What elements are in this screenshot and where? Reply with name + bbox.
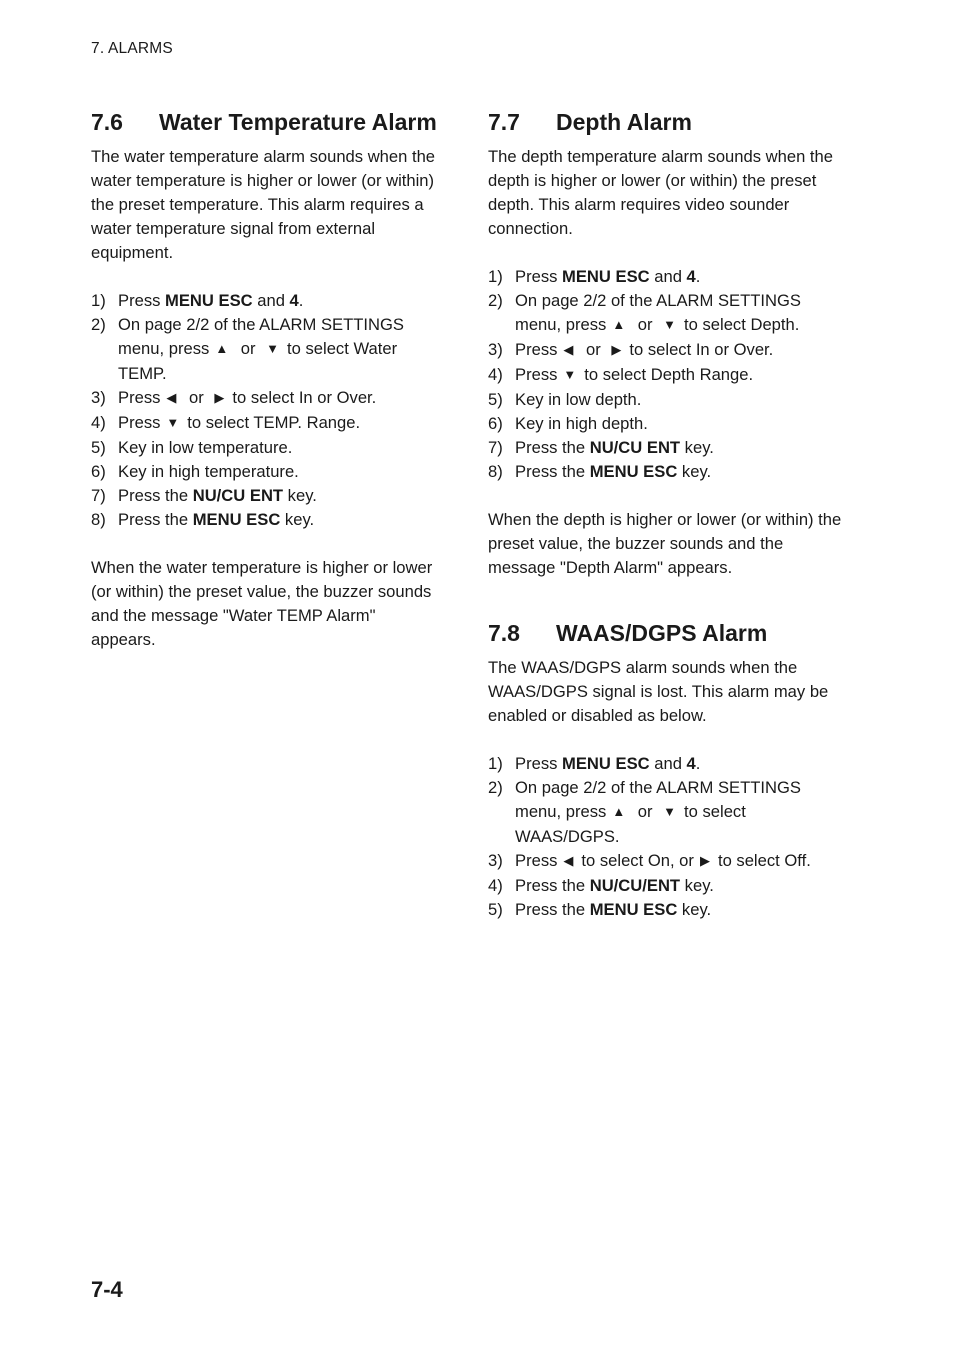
step-item xyxy=(488,776,848,849)
step-item xyxy=(488,460,848,484)
step-item xyxy=(488,898,848,922)
step-number: 7) xyxy=(91,486,106,505)
step-item xyxy=(488,436,848,460)
down-arrow-icon: ▼ xyxy=(663,317,677,332)
key-name: NU/CU/ENT xyxy=(589,876,681,895)
step-number: 4) xyxy=(488,365,503,384)
section-outro: When the depth is higher or lower (or within) the preset value, the buzzer sounds and the message "Depth Alarm" appears. xyxy=(488,510,842,577)
step-number: 3) xyxy=(91,388,106,407)
step-text-part: to select In or Over. xyxy=(629,340,774,359)
step-item xyxy=(91,508,443,532)
step-text-part: . xyxy=(298,291,304,310)
step-text-part: . xyxy=(695,267,701,286)
section-heading xyxy=(488,619,848,648)
step-text-part: Press the xyxy=(515,876,590,895)
section-title: Depth Alarm xyxy=(556,109,692,135)
step-number: 2) xyxy=(91,315,106,334)
step-text xyxy=(515,289,848,338)
section-number: 7.8 xyxy=(488,620,520,646)
key-name: NU/CU ENT xyxy=(589,438,681,457)
step-text xyxy=(118,484,443,508)
step-text-part: Press xyxy=(118,413,161,432)
section-water-temperature-alarm xyxy=(91,108,443,652)
section-title: Water Temperature Alarm xyxy=(159,109,437,135)
step-text-part: Press xyxy=(118,388,161,407)
up-arrow-icon: ▲ xyxy=(612,317,626,332)
step-text-part: key. xyxy=(677,462,712,481)
step-text-part: or xyxy=(184,388,209,407)
step-text-part: and xyxy=(649,267,687,286)
left-column xyxy=(91,108,443,652)
key-name: MENU ESC xyxy=(589,462,678,481)
step-text xyxy=(515,363,848,388)
key-name: MENU ESC xyxy=(589,900,678,919)
down-arrow-icon: ▼ xyxy=(266,341,280,356)
down-arrow-icon: ▼ xyxy=(663,804,677,819)
step-text-part: key. xyxy=(280,510,315,529)
step-text xyxy=(118,508,443,532)
step-number: 5) xyxy=(488,390,503,409)
step-text-part: On page 2/2 of the ALARM SETTINGS menu, press xyxy=(515,778,801,821)
section-heading xyxy=(488,108,848,137)
step-text xyxy=(515,338,848,363)
section-waas-dgps-alarm xyxy=(488,619,848,922)
step-text-part: and xyxy=(252,291,290,310)
step-text-part: Press the xyxy=(515,438,590,457)
step-text xyxy=(118,289,443,313)
step-text-part: Press xyxy=(118,291,166,310)
step-number: 2) xyxy=(488,778,503,797)
step-text-part: to select Water TEMP. xyxy=(118,339,398,383)
key-name: MENU ESC xyxy=(165,291,253,310)
step-text-part: key. xyxy=(680,876,714,895)
key-name: 4 xyxy=(686,267,696,286)
step-item xyxy=(488,874,848,898)
key-name: MENU ESC xyxy=(192,510,281,529)
step-item xyxy=(488,338,848,363)
step-item xyxy=(91,484,443,508)
section-heading xyxy=(91,108,443,137)
section-number: 7.6 xyxy=(91,109,123,135)
section-title: WAAS/DGPS Alarm xyxy=(556,620,768,646)
step-text-part: Press the xyxy=(118,510,193,529)
step-list xyxy=(488,752,848,922)
step-text-part: On page 2/2 of the ALARM SETTINGS menu, press xyxy=(118,315,404,358)
step-item xyxy=(91,289,443,313)
step-text-part: Press the xyxy=(515,900,590,919)
step-item xyxy=(488,289,848,338)
section-number: 7.7 xyxy=(488,109,520,135)
up-arrow-icon: ▲ xyxy=(612,804,626,819)
step-text: Key in low temperature. xyxy=(118,438,293,457)
step-text-part: to select WAAS/DGPS. xyxy=(515,802,746,846)
step-text-part: Press xyxy=(515,340,558,359)
step-text-part: Press xyxy=(515,851,558,870)
left-arrow-icon: ◀ xyxy=(563,853,574,868)
step-number: 7) xyxy=(488,438,503,457)
step-number: 6) xyxy=(91,462,106,481)
key-name: 4 xyxy=(686,754,696,773)
step-text xyxy=(515,849,848,874)
step-text: Key in high depth. xyxy=(515,414,648,433)
step-number: 3) xyxy=(488,851,503,870)
key-name: MENU ESC xyxy=(562,754,650,773)
right-column xyxy=(488,108,848,922)
step-text xyxy=(515,776,848,849)
section-depth-alarm xyxy=(488,108,848,580)
key-name: NU/CU ENT xyxy=(192,486,284,505)
step-text xyxy=(118,386,443,411)
step-number: 1) xyxy=(488,754,503,773)
key-name: MENU ESC xyxy=(562,267,650,286)
step-item xyxy=(91,313,443,386)
step-text-part: or xyxy=(236,339,261,358)
step-text-part: and xyxy=(649,754,687,773)
step-text-part: key. xyxy=(283,486,317,505)
step-text-part: Press xyxy=(515,267,563,286)
step-number: 4) xyxy=(488,876,503,895)
step-text-part: to select Depth Range. xyxy=(584,365,754,384)
step-text xyxy=(515,265,848,289)
section-intro: The WAAS/DGPS alarm sounds when the WAAS/DGPS signal is lost. This alarm may be enabled or disabled as below. xyxy=(488,658,829,725)
step-text-part: . xyxy=(695,754,701,773)
step-number: 2) xyxy=(488,291,503,310)
key-name: 4 xyxy=(289,291,299,310)
step-text-part: to select Off. xyxy=(717,851,811,870)
step-text xyxy=(515,898,848,922)
step-item xyxy=(91,411,443,436)
step-item xyxy=(488,363,848,388)
up-arrow-icon: ▲ xyxy=(215,341,229,356)
left-arrow-icon: ◀ xyxy=(563,342,574,357)
page-number: 7-4 xyxy=(91,1277,123,1302)
running-head: 7. ALARMS xyxy=(91,40,173,57)
step-text: Key in high temperature. xyxy=(118,462,299,481)
step-text xyxy=(515,752,848,776)
step-item xyxy=(488,752,848,776)
section-intro: The water temperature alarm sounds when the water temperature is higher or lower (or within) the preset temperature. This alarm requires a water temperature signal from external equipment. xyxy=(91,147,436,262)
step-number: 8) xyxy=(91,510,106,529)
step-text: Key in low depth. xyxy=(515,390,642,409)
section-intro: The depth temperature alarm sounds when the depth is higher or lower (or within) the preset depth. This alarm requires video sounder connection. xyxy=(488,147,833,238)
step-text-part: On page 2/2 of the ALARM SETTINGS menu, press xyxy=(515,291,801,334)
step-number: 4) xyxy=(91,413,106,432)
step-text-part: or xyxy=(633,802,658,821)
step-number: 5) xyxy=(488,900,503,919)
step-text-part: key. xyxy=(680,438,714,457)
step-text xyxy=(515,436,848,460)
right-arrow-icon: ▶ xyxy=(699,853,710,868)
step-item xyxy=(488,388,848,412)
step-text-part: or xyxy=(581,340,606,359)
step-item xyxy=(488,412,848,436)
step-number: 1) xyxy=(488,267,503,286)
step-text-part: to select TEMP. Range. xyxy=(187,413,361,432)
step-text xyxy=(515,460,848,484)
step-text-part: Press xyxy=(515,365,558,384)
right-arrow-icon: ▶ xyxy=(611,342,622,357)
step-text-part: Press the xyxy=(118,486,193,505)
step-number: 8) xyxy=(488,462,503,481)
step-text-part: to select Depth. xyxy=(684,315,800,334)
step-item xyxy=(91,436,443,460)
left-arrow-icon: ◀ xyxy=(166,390,177,405)
step-text-part: or xyxy=(633,315,658,334)
down-arrow-icon: ▼ xyxy=(563,367,577,382)
down-arrow-icon: ▼ xyxy=(166,415,180,430)
step-text xyxy=(118,411,443,436)
step-number: 3) xyxy=(488,340,503,359)
step-list xyxy=(91,289,443,532)
step-item xyxy=(91,386,443,411)
step-item xyxy=(488,265,848,289)
section-outro: When the water temperature is higher or lower (or within) the preset value, the buzzer sounds and the message "Water TEMP Alarm" appears. xyxy=(91,558,433,649)
step-text-part: key. xyxy=(677,900,712,919)
step-number: 5) xyxy=(91,438,106,457)
step-item xyxy=(91,460,443,484)
step-text xyxy=(515,874,848,898)
step-list xyxy=(488,265,848,484)
step-text-part: to select On, or xyxy=(581,851,694,870)
step-number: 1) xyxy=(91,291,106,310)
step-number: 6) xyxy=(488,414,503,433)
step-text-part: to select In or Over. xyxy=(232,388,377,407)
step-text xyxy=(118,313,443,386)
step-text-part: Press the xyxy=(515,462,590,481)
step-item xyxy=(488,849,848,874)
right-arrow-icon: ▶ xyxy=(214,390,225,405)
step-text-part: Press xyxy=(515,754,563,773)
